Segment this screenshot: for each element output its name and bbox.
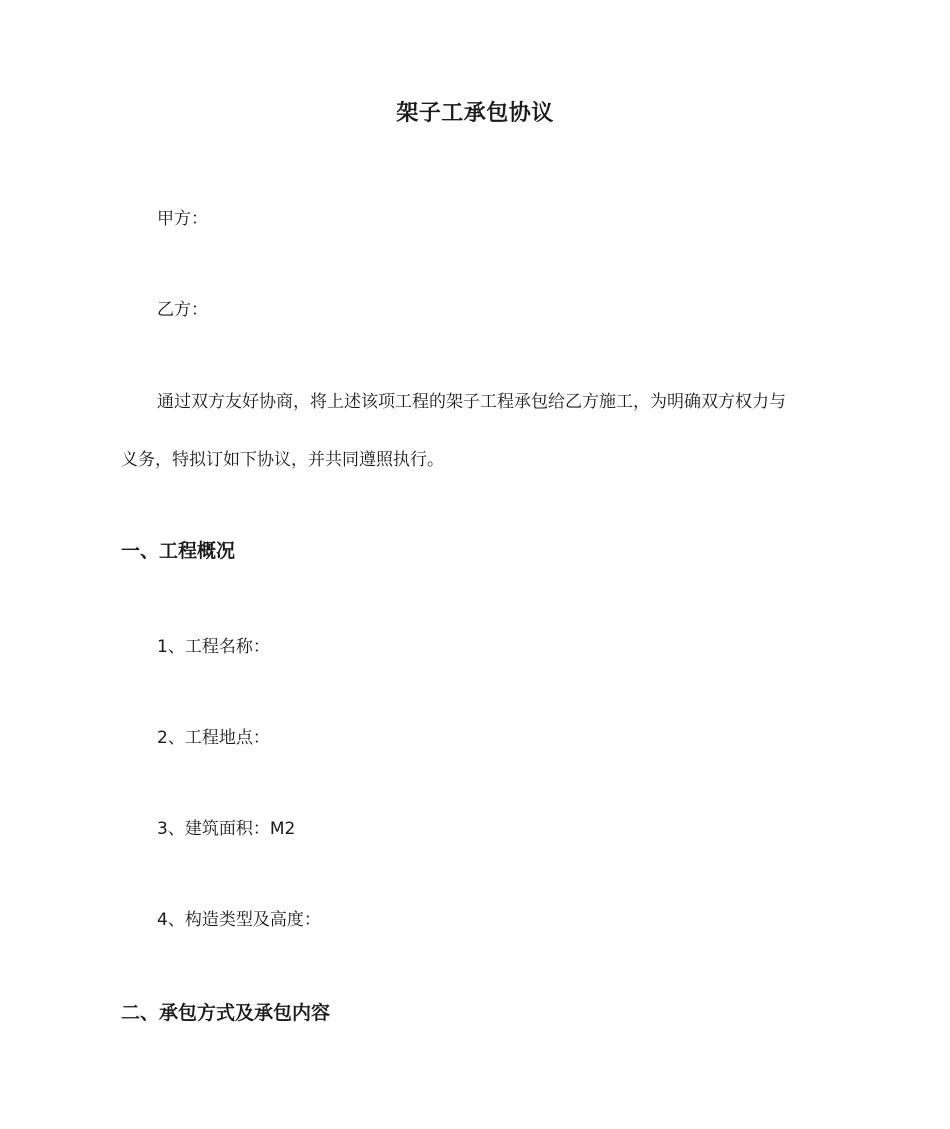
- intro-paragraph-line-2: 义务，特拟订如下协议，并共同遵照执行。: [121, 450, 444, 470]
- party-a-label: 甲方：: [157, 209, 208, 229]
- overview-item-project-name: 1、工程名称：: [157, 637, 270, 657]
- section-heading-contract-method: 二、承包方式及承包内容: [121, 1002, 331, 1024]
- intro-paragraph-line-1: 通过双方友好协商，将上述该项工程的架子工程承包给乙方施工，为明确双方权力与: [157, 392, 786, 412]
- overview-item-structure-type: 4、构造类型及高度：: [157, 910, 321, 930]
- section-heading-overview: 一、工程概况: [121, 540, 236, 562]
- document-title: 架子工承包协议: [396, 101, 554, 126]
- overview-item-building-area: 3、建筑面积：M2: [157, 819, 296, 839]
- party-b-label: 乙方：: [157, 300, 208, 320]
- overview-item-project-location: 2、工程地点：: [157, 728, 270, 748]
